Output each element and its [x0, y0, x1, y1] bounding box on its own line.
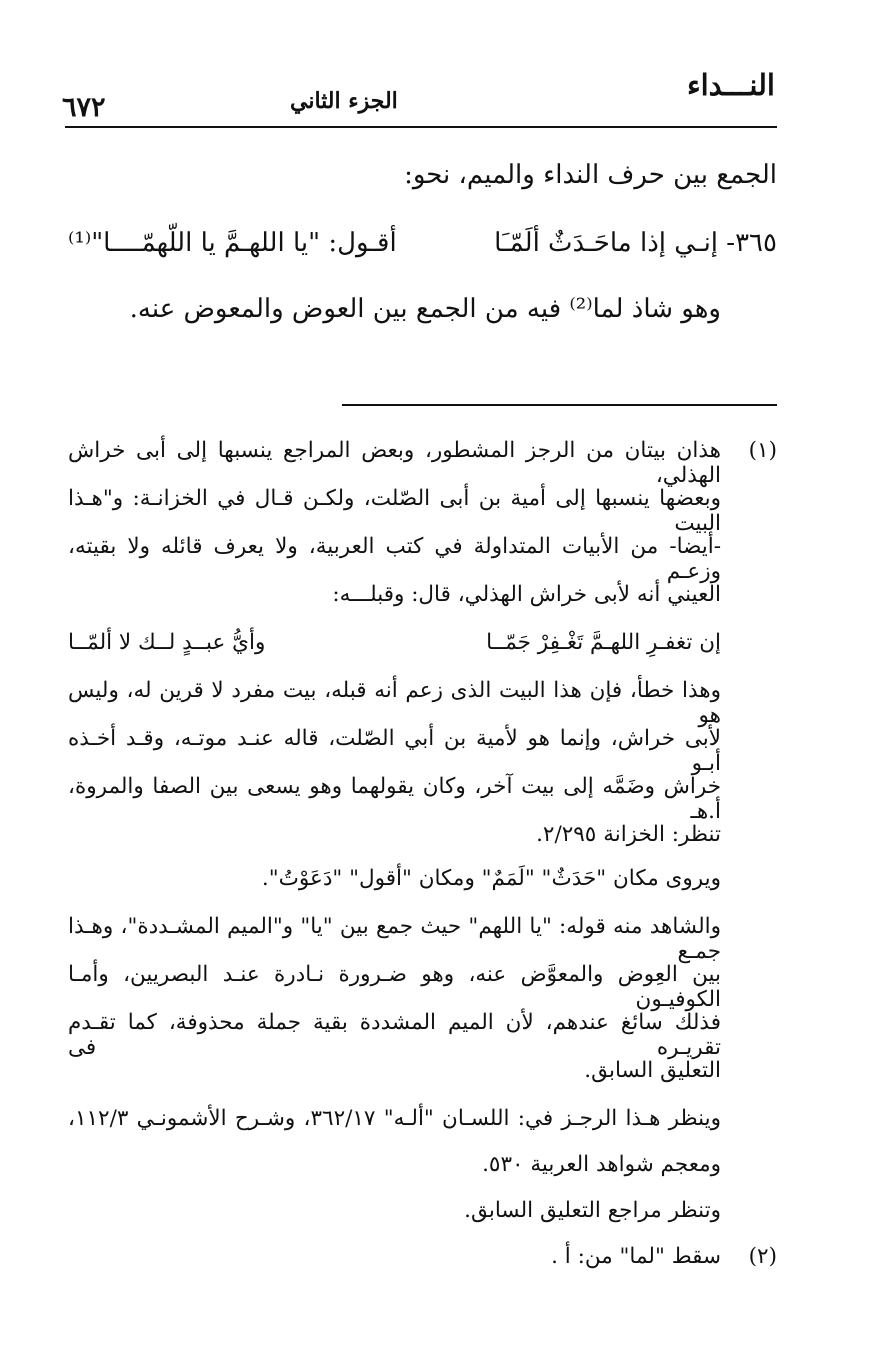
verse-line: [494, 228, 777, 258]
chapter-title: النـــداء: [686, 68, 775, 102]
footnote-1-line: فذلك سائغ عندهم، لأن الميم المشددة بقية جملة محذوفة، كما تقـدم تقريـره فى: [68, 1010, 721, 1060]
footnote-1-line: تنظر: الخزانة ٢/٢٩٥.: [536, 822, 721, 847]
footnote-1-line: ويروى مكان "حَدَثٌ" "لَمَمٌ" ومكان "أقول" "دَعَوْتُ".: [261, 866, 721, 891]
body-line-3: وهو شاذ لما⁽²⁾ فيه من الجمع بين العوض والمعوض عنه.: [129, 294, 721, 324]
body-line-1: الجمع بين حرف النداء والميم، نحو:: [404, 160, 777, 190]
footnote-1-line: هذان بيتان من الرجز المشطور، وبعض المراجع ينسبها إلى أبى خراش الهذلي،: [68, 438, 721, 488]
footnote-1-line: وبعضها ينسبها إلى أمية بن أبى الصّلت، ولكـن قـال في الخزانـة: و"هـذا البيت: [68, 486, 721, 536]
footnote-1-line: وينظر هـذا الرجـز في: اللسـان "ألـه" ٣٦٢/١٧، وشـرح الأشمونـي ١١٢/٣،: [68, 1106, 721, 1131]
footnote-1-line: لأبى خراش، وإنما هو لأمية بن أبي الصّلت، قاله عنـد موتـه، وقـد أخـذه أبـو: [68, 726, 721, 776]
footnote-2-text: سقط "لما" من: أ .: [551, 1244, 721, 1269]
footnote-1-line: وتنظر مراجع التعليق السابق.: [464, 1198, 721, 1223]
footnote-1-line: وهذا خطأ، فإن هذا البيت الذى زعم أنه قبله، بيت مفرد لا قرين له، وليس هو: [68, 678, 721, 728]
footnote-verse-second: وأيُّ عبــدٍ لــك لا ألمّــا: [68, 630, 266, 655]
verse-number: ٣٦٥-: [726, 228, 777, 258]
footnote-1-line: التعليق السابق.: [584, 1058, 721, 1083]
page-number: ٦٧٢: [62, 92, 106, 123]
part-label: الجزء الثاني: [290, 88, 398, 114]
footnote-1-number: (١): [748, 438, 777, 463]
footnote-1-line: بين العِوض والمعوَّض عنه، وهو ضـرورة نـادرة عنـد البصريين، وأمـا الكوفيـون: [68, 962, 721, 1012]
footnote-1-line: العيني أنه لأبى خراش الهذلي، قال: وقبلـــه:: [332, 582, 721, 607]
header-rule: [65, 126, 777, 128]
footnote-2-number: (٢): [748, 1244, 777, 1269]
footnote-1-line: خراش وضَمَّه إلى بيت آخر، وكان يقولهما وهو يسعى بين الصفا والمروة، أ.هـ: [68, 774, 721, 824]
footnote-1-line: ومعجم شواهد العربية ٥٣٠.: [482, 1152, 721, 1177]
footnote-verse-first: إن تغفـرِ اللهـمَّ تَغْـفِرْ جَمّــا: [486, 630, 721, 655]
verse-second-hemistich: أقـول: "يا اللهـمَّ يا اللّهمّــــا"⁽¹⁾: [68, 228, 397, 258]
footnote-1-line: والشاهد منه قوله: "يا اللهم" حيث جمع بين "يا" و"الميم المشـددة"، وهـذا جمـع: [68, 914, 721, 964]
footnote-separator: [342, 404, 777, 406]
verse-first-hemistich: إنـي إذا ماحَـدَثٌ ألَمّـَا: [494, 228, 719, 258]
footnote-1-line: -أيضا- من الأبيات المتداولة في كتب العربية، ولا يعرف قائله ولا بقيته، وزعـم: [68, 534, 721, 584]
